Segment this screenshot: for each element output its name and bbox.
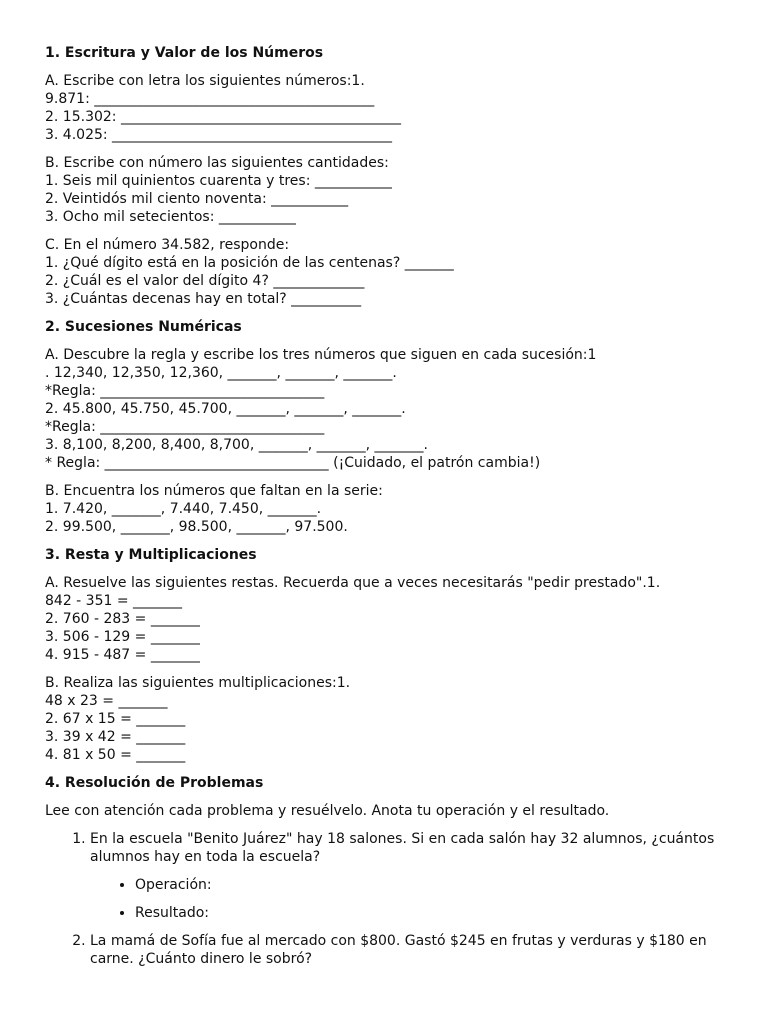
section-2b-block bbox=[45, 482, 728, 536]
section-1c-instruction: C. En el número 34.582, responde: bbox=[45, 237, 290, 253]
section-1c-item: 1. ¿Qué dígito está en la posición de las centenas? _______ bbox=[45, 255, 454, 271]
section-3a-item: 3. 506 - 129 = _______ bbox=[45, 629, 200, 645]
problem-list bbox=[45, 830, 728, 968]
section-3a-block bbox=[45, 574, 728, 664]
section-1b-item: 3. Ocho mil setecientos: ___________ bbox=[45, 209, 296, 225]
section-3b-item: 48 x 23 = _______ bbox=[45, 693, 168, 709]
problem-sub-list bbox=[90, 876, 728, 922]
section-3b-instruction: B. Realiza las siguientes multiplicaciones:1. bbox=[45, 675, 351, 691]
section-1a-item: 9.871: ________________________________________ bbox=[45, 91, 375, 107]
section-3a-item: 4. 915 - 487 = _______ bbox=[45, 647, 200, 663]
section-1a-block bbox=[45, 72, 728, 144]
section-2a-rule: * Regla: ________________________________ (¡Cuidado, el patrón cambia!) bbox=[45, 455, 541, 471]
section-1-title: 1. Escritura y Valor de los Números bbox=[45, 45, 324, 61]
section-1a-item: 2. 15.302: ________________________________________ bbox=[45, 109, 401, 125]
section-1b-item: 2. Veintidós mil ciento noventa: ___________ bbox=[45, 191, 349, 207]
section-3a-item: 2. 760 - 283 = _______ bbox=[45, 611, 200, 627]
section-3a-instruction: A. Resuelve las siguientes restas. Recuerda que a veces necesitarás "pedir prestado".1. bbox=[45, 575, 661, 591]
section-3b-item: 2. 67 x 15 = _______ bbox=[45, 711, 186, 727]
problem-text: La mamá de Sofía fue al mercado con $800. Gastó $245 en frutas y verduras y $180 en carne. ¿Cuánto dinero le sobró? bbox=[90, 933, 707, 967]
section-1b-item: 1. Seis mil quinientos cuarenta y tres: ___________ bbox=[45, 173, 392, 189]
section-2b-item: 2. 99.500, _______, 98.500, _______, 97.500. bbox=[45, 519, 348, 535]
section-1b-instruction: B. Escribe con número las siguientes cantidades: bbox=[45, 155, 389, 171]
section-2a-rule: *Regla: ________________________________ bbox=[45, 383, 325, 399]
section-2a-instruction: A. Descubre la regla y escribe los tres números que siguen en cada sucesión:1 bbox=[45, 347, 597, 363]
section-2-title: 2. Sucesiones Numéricas bbox=[45, 319, 242, 335]
section-3b-item: 3. 39 x 42 = _______ bbox=[45, 729, 186, 745]
section-2a-item: 3. 8,100, 8,200, 8,400, 8,700, _______, _______, _______. bbox=[45, 437, 428, 453]
section-1c-item: 3. ¿Cuántas decenas hay en total? __________ bbox=[45, 291, 362, 307]
section-1a-item: 3. 4.025: ________________________________________ bbox=[45, 127, 393, 143]
section-2a-block bbox=[45, 346, 728, 472]
section-1c-block bbox=[45, 236, 728, 308]
problem-item bbox=[90, 830, 728, 922]
section-3b-block bbox=[45, 674, 728, 764]
section-3-title: 3. Resta y Multiplicaciones bbox=[45, 547, 257, 563]
section-2a-rule: *Regla: ________________________________ bbox=[45, 419, 325, 435]
section-3a-item: 842 - 351 = _______ bbox=[45, 593, 183, 609]
section-2b-instruction: B. Encuentra los números que faltan en la serie: bbox=[45, 483, 383, 499]
section-1b-block bbox=[45, 154, 728, 226]
section-4-title: 4. Resolución de Problemas bbox=[45, 775, 264, 791]
problem-text: En la escuela "Benito Juárez" hay 18 salones. Si en cada salón hay 32 alumnos, ¿cuántos alumnos hay en toda la escuela? bbox=[90, 831, 715, 865]
section-1a-instruction: A. Escribe con letra los siguientes números:1. bbox=[45, 73, 365, 89]
section-1c-item: 2. ¿Cuál es el valor del dígito 4? _____________ bbox=[45, 273, 365, 289]
operation-label: • Operación: bbox=[135, 876, 728, 894]
problem-item bbox=[90, 932, 728, 968]
section-4-intro: Lee con atención cada problema y resuélvelo. Anota tu operación y el resultado. bbox=[45, 803, 610, 819]
result-label: • Resultado: bbox=[135, 904, 728, 922]
section-2a-item: . 12,340, 12,350, 12,360, _______, _______, _______. bbox=[45, 365, 397, 381]
section-2b-item: 1. 7.420, _______, 7.440, 7.450, _______. bbox=[45, 501, 322, 517]
section-3b-item: 4. 81 x 50 = _______ bbox=[45, 747, 186, 763]
section-2a-item: 2. 45.800, 45.750, 45.700, _______, _______, _______. bbox=[45, 401, 406, 417]
